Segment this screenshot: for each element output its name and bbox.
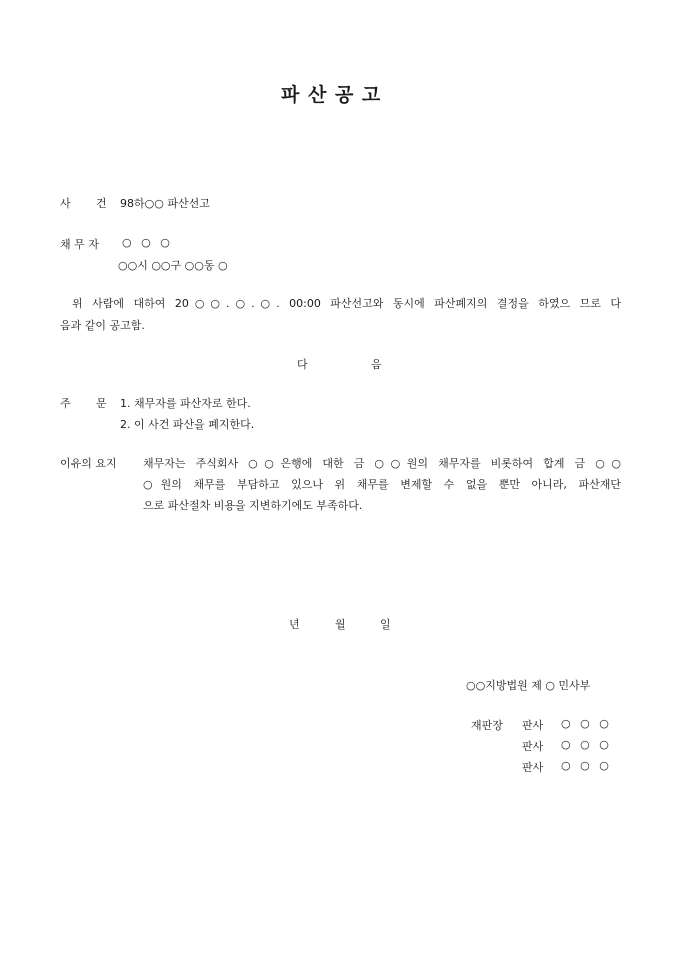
heading-da: 다 [297, 358, 308, 371]
reason-label: 이유의 요지 [60, 457, 117, 470]
case-value: 98하○○ 파산선고 [120, 197, 210, 210]
reason-line-1: 채무자는 주식회사 ○○은행에 대한 금 ○○원의 채무자를 비롯하여 합계 금 ○○ [143, 457, 621, 470]
case-label-b: 건 [96, 197, 107, 210]
reason-line-2: ○원의 채무를 부담하고 있으나 위 채무를 변제할 수 없을 뿐만 아니라, 파산재단 [143, 478, 621, 491]
date-day: 일 [380, 618, 391, 631]
date-year: 년 [289, 618, 300, 631]
debtor-label: 채 무 자 [60, 238, 99, 251]
intro-line-1: 위 사람에 대하여 20○○.○.○. 00:00 파산선고와 동시에 파산폐지의 결정을 하였으 므로 다 [72, 297, 621, 310]
case-label-a: 사 [60, 197, 71, 210]
judge-name: ○ ○ ○ [561, 759, 609, 772]
order-label-a: 주 [60, 397, 71, 410]
judge-title: 판사 [522, 740, 544, 753]
judge-title: 판사 [522, 719, 544, 732]
intro-line-2: 음과 같이 공고함. [60, 319, 145, 332]
document-title: 파 산 공 고 [281, 84, 382, 106]
order-item-1: 1. 채무자를 파산자로 한다. [120, 397, 251, 410]
judge-name: ○ ○ ○ [561, 717, 609, 730]
date-month: 월 [335, 618, 346, 631]
debtor-name: ○ ○ ○ [122, 236, 170, 249]
court-name: ○○지방법원 제 ○ 민사부 [466, 679, 591, 692]
reason-line-3: 으로 파산절차 비용을 지변하기에도 부족하다. [143, 499, 363, 512]
order-label-b: 문 [96, 397, 107, 410]
judge-role: 재판장 [471, 719, 503, 732]
order-item-2: 2. 이 사건 파산을 폐지한다. [120, 418, 255, 431]
heading-eum: 음 [371, 358, 382, 371]
judge-name: ○ ○ ○ [561, 738, 609, 751]
debtor-address: ○○시 ○○구 ○○동 ○ [118, 259, 228, 272]
judge-title: 판사 [522, 761, 544, 774]
